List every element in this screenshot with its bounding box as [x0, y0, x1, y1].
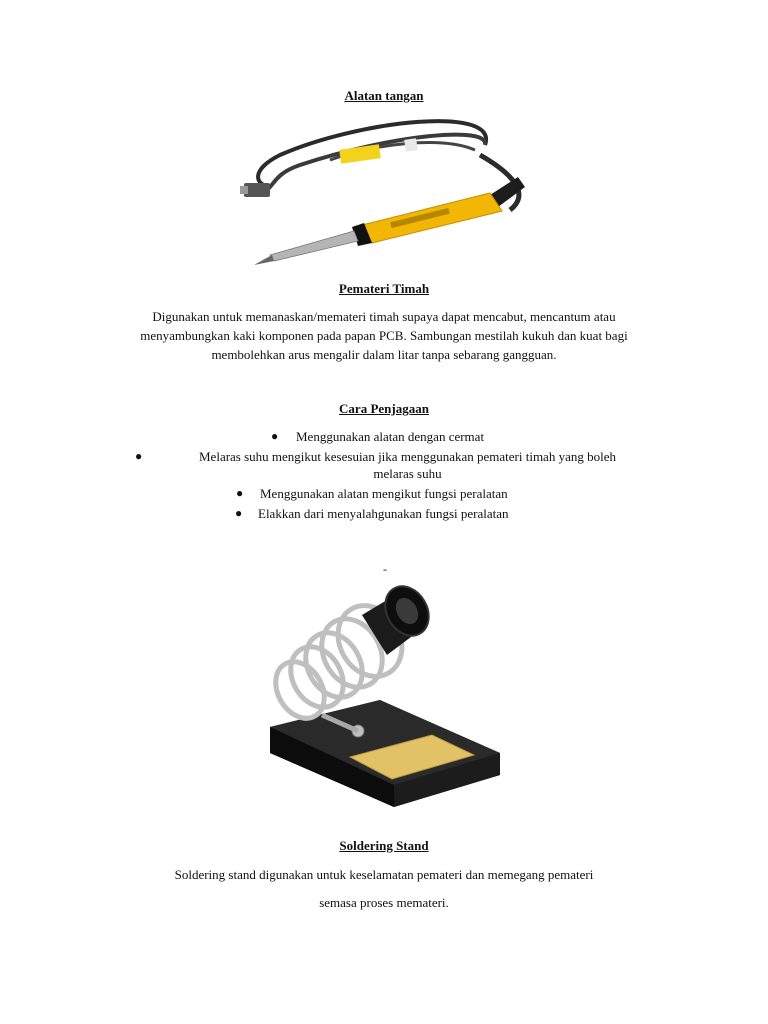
list-item-continuation: melaras suhu	[373, 466, 442, 481]
list-item: Melaras suhu mengikut kesesuian jika menggunakan pemateri timah yang boleh	[199, 449, 616, 464]
tool1-description	[60, 307, 708, 364]
tool2-description-line: semasa proses memateri.	[319, 895, 449, 910]
tool1-description-line: menyambungkan kaki komponen pada papan PCB. Sambungan mestilah kukuh dan kuat bagi	[140, 328, 628, 343]
bullet-icon: ●	[135, 449, 143, 463]
care-heading: Cara Penjagaan	[339, 401, 429, 416]
tool2-description-line: Soldering stand digunakan untuk keselamatan pemateri dan memegang pemateri	[174, 867, 594, 882]
list-item: Menggunakan alatan mengikut fungsi peralatan	[260, 486, 508, 501]
list-item: Menggunakan alatan dengan cermat	[296, 429, 485, 444]
tool1-description-line: membolehkan arus mengalir dalam litar tanpa sebarang gangguan.	[211, 347, 557, 362]
section-title: Alatan tangan	[344, 88, 424, 103]
tool1-caption: Pemateri Timah	[338, 281, 430, 296]
soldering-iron-image	[240, 115, 530, 275]
bullet-icon: ●	[235, 506, 243, 520]
tool2-caption: Soldering Stand	[339, 838, 429, 853]
tool1-description-line: Digunakan untuk memanaskan/memateri timah supaya dapat mencabut, mencantum atau	[152, 309, 616, 324]
soldering-stand-image	[262, 585, 507, 825]
list-item: Elakkan dari menyalahgunakan fungsi peralatan	[258, 506, 509, 521]
bullet-icon: ●	[236, 486, 244, 500]
bullet-icon: ●	[271, 429, 279, 443]
stray-mark: -	[383, 562, 387, 576]
